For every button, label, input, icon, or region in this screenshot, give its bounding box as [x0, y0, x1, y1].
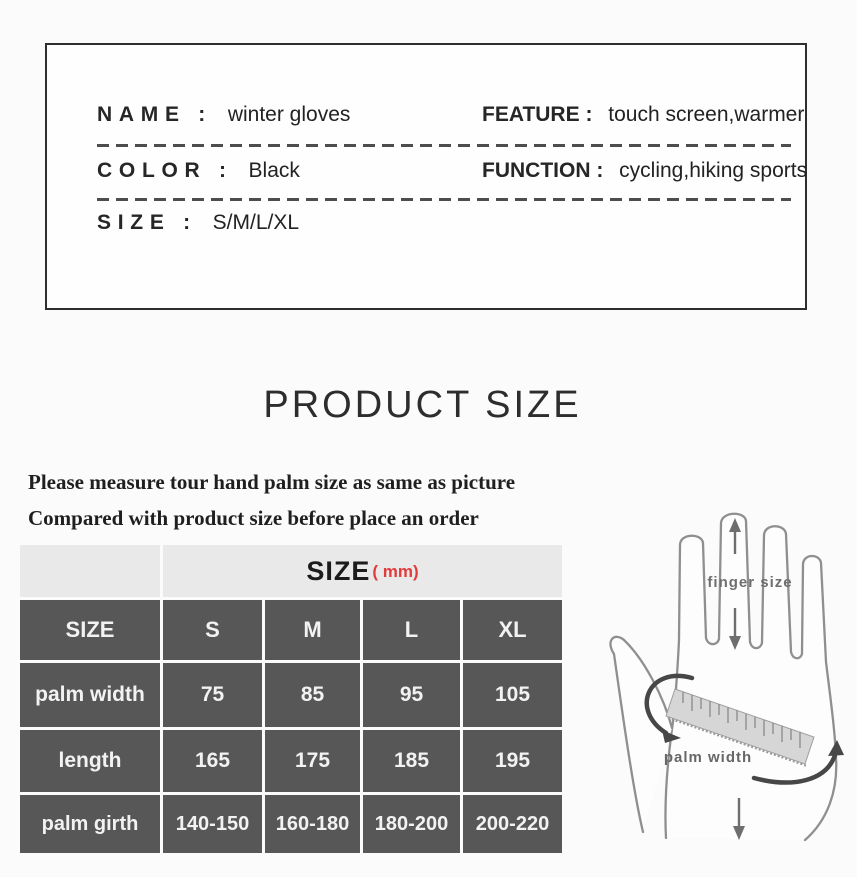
info-feature	[482, 103, 804, 127]
header-cell-l: L	[363, 600, 460, 660]
name-label: NAME :	[97, 103, 212, 126]
function-label: FUNCTION :	[482, 159, 604, 182]
table-banner	[20, 545, 562, 597]
table-row-palm-girth	[20, 795, 562, 853]
header-cell-s: S	[163, 600, 262, 660]
info-size	[97, 211, 299, 235]
finger-size-label: finger size	[707, 574, 793, 591]
row-label: palm girth	[20, 795, 160, 853]
table-cell: 185	[363, 730, 460, 792]
table-cell: 105	[463, 663, 562, 727]
table-cell: 95	[363, 663, 460, 727]
row-label: length	[20, 730, 160, 792]
table-cell: 195	[463, 730, 562, 792]
table-cell: 175	[265, 730, 360, 792]
dashed-divider	[97, 144, 791, 147]
info-color	[97, 159, 300, 183]
info-row-size	[97, 211, 789, 237]
function-value: cycling,hiking sports	[619, 159, 808, 182]
name-value: winter gloves	[227, 103, 351, 126]
banner-title: SIZE	[306, 555, 371, 586]
color-label: COLOR :	[97, 159, 233, 182]
table-row-length	[20, 730, 562, 792]
info-function	[482, 159, 807, 183]
info-row-name	[97, 103, 805, 129]
feature-value: touch screen,warmer	[608, 103, 805, 126]
thumb-outline	[610, 637, 672, 832]
size-table	[20, 545, 562, 856]
size-value: S/M/L/XL	[212, 211, 300, 234]
table-cell: 180-200	[363, 795, 460, 853]
table-cell: 165	[163, 730, 262, 792]
note-line-1: Please measure tour hand palm size as same as picture	[28, 470, 516, 494]
table-header-row	[20, 600, 562, 660]
hand-measure-diagram	[588, 490, 857, 875]
feature-label: FEATURE :	[482, 103, 593, 126]
table-cell: 200-220	[463, 795, 562, 853]
row-label: palm width	[20, 663, 160, 727]
size-label: SIZE :	[97, 211, 197, 234]
table-cell: 140-150	[163, 795, 262, 853]
table-row-palm-width	[20, 663, 562, 727]
dashed-divider	[97, 198, 791, 201]
info-row-color	[97, 159, 808, 185]
measure-note	[28, 464, 515, 536]
header-cell-m: M	[265, 600, 360, 660]
banner-unit: ( mm)	[372, 562, 419, 581]
banner-corner-cell	[20, 545, 160, 597]
page-title: PRODUCT SIZE	[263, 384, 582, 426]
table-cell: 160-180	[265, 795, 360, 853]
table-cell: 75	[163, 663, 262, 727]
color-value: Black	[248, 159, 300, 182]
note-line-2: Compared with product size before place an order	[28, 506, 479, 530]
header-cell-size: SIZE	[20, 600, 160, 660]
info-name	[97, 103, 350, 127]
palm-width-label: palm width	[663, 749, 753, 766]
product-info-box	[45, 43, 807, 310]
table-cell: 85	[265, 663, 360, 727]
banner-title-cell	[163, 545, 562, 597]
header-cell-xl: XL	[463, 600, 562, 660]
